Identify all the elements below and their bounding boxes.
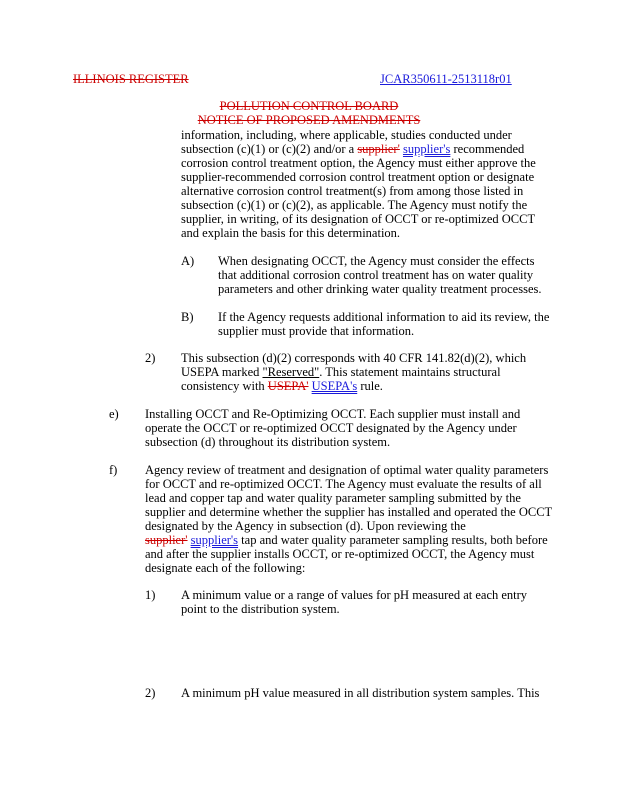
text-line [181,686,539,700]
text-line [145,435,390,449]
text-line [145,547,534,561]
text-line [145,491,521,505]
text-line [218,254,534,268]
list-label: 2) [145,351,156,365]
edit-mark: supplier' [145,533,188,547]
edit-mark: supplier' [357,142,400,156]
list-label: e) [109,407,119,421]
document-id: JCAR350611-2513118r01 [380,72,512,86]
text-run: corrosion control treatment option, the Agency must either approve the [181,156,536,170]
text-line [181,142,524,156]
list-label: 1) [145,588,156,602]
text-run: subsection (d) throughout its distribution system. [145,435,391,449]
text-line [181,198,527,212]
text-line [181,365,501,379]
text-run: tap and water quality parameter sampling results, both before [238,533,548,547]
edit-mark: supplier's [402,142,451,156]
text-line [181,128,512,142]
text-run: parameters and other drinking water quality treatment processes. [218,282,542,296]
text-run: that additional corrosion control treatment has on water quality [218,268,534,282]
text-run: . This statement maintains structural [319,365,501,379]
text-run: supplier-recommended corrosion control treatment option or designate [181,170,535,184]
text-line [181,351,526,365]
text-line [181,226,400,240]
list-label: A) [181,254,195,268]
text-line [145,463,548,477]
text-run: designate each of the following: [145,561,306,575]
text-run: point to the distribution system. [181,602,340,616]
text-line [145,519,466,533]
text-run: A minimum pH value measured in all distribution system samples. This [181,686,540,700]
text-line [145,407,520,421]
text-run: subsection (c)(1) or (c)(2) and/or a [181,142,358,156]
notice-heading: NOTICE OF PROPOSED AMENDMENTS [197,113,421,127]
text-line [145,533,548,547]
text-line [218,282,542,296]
text-run: Agency review of treatment and designation of optimal water quality parameters [145,463,549,477]
text-run: supplier and determine whether the supplier has installed and operated the OCCT [145,505,553,519]
text-line [145,477,542,491]
text-run: information, including, where applicable, studies conducted under [181,128,512,142]
text-run: and after the supplier installs OCCT, or re-optimized OCCT, the Agency must [145,547,535,561]
text-line [181,602,340,616]
register-title: ILLINOIS REGISTER [73,72,189,86]
edit-mark: USEPA's [311,379,358,393]
text-run: alternative corrosion control treatment(s) from among those listed in [181,184,524,198]
text-line [145,421,517,435]
text-run: consistency with [181,379,268,393]
text-line [218,268,533,282]
text-run: Installing OCCT and Re-Optimizing OCCT. Each supplier must install and [145,407,521,421]
text-run: recommended [450,142,525,156]
edit-mark: USEPA' [267,379,309,393]
text-run: and explain the basis for this determination. [181,226,401,240]
list-label: 2) [145,686,156,700]
text-run: rule. [357,379,383,393]
text-line [218,310,549,324]
text-run: operate the OCCT or re-optimized OCCT designated by the Agency under [145,421,517,435]
edit-mark: "Reserved" [262,365,320,379]
text-line [181,379,383,393]
text-run: A minimum value or a range of values for pH measured at each entry [181,588,528,602]
text-line [218,324,414,338]
list-label: f) [109,463,118,477]
text-line [145,561,305,575]
text-line [181,184,523,198]
text-line [181,588,527,602]
edit-mark: supplier's [190,533,239,547]
text-line [181,212,535,226]
text-run: supplier must provide that information. [218,324,415,338]
list-label: B) [181,310,194,324]
text-line [181,156,536,170]
text-run: This subsection (d)(2) corresponds with 40 CFR 141.82(d)(2), which [181,351,527,365]
text-run: USEPA marked [181,365,263,379]
board-heading: POLLUTION CONTROL BOARD [219,99,399,113]
text-run: lead and copper tap and water quality parameter sampling submitted by the [145,491,521,505]
text-run: supplier, in writing, of its designation of OCCT or re-optimized OCCT [181,212,536,226]
text-run: When designating OCCT, the Agency must consider the effects [218,254,535,268]
text-line [145,505,552,519]
text-run: If the Agency requests additional information to aid its review, the [218,310,550,324]
text-run: subsection (c)(1) or (c)(2), as applicable. The Agency must notify the [181,198,528,212]
text-run: designated by the Agency in subsection (d). Upon reviewing the [145,519,466,533]
text-run: for OCCT and re-optimized OCCT. The Agency must evaluate the results of all [145,477,542,491]
text-line [181,170,534,184]
